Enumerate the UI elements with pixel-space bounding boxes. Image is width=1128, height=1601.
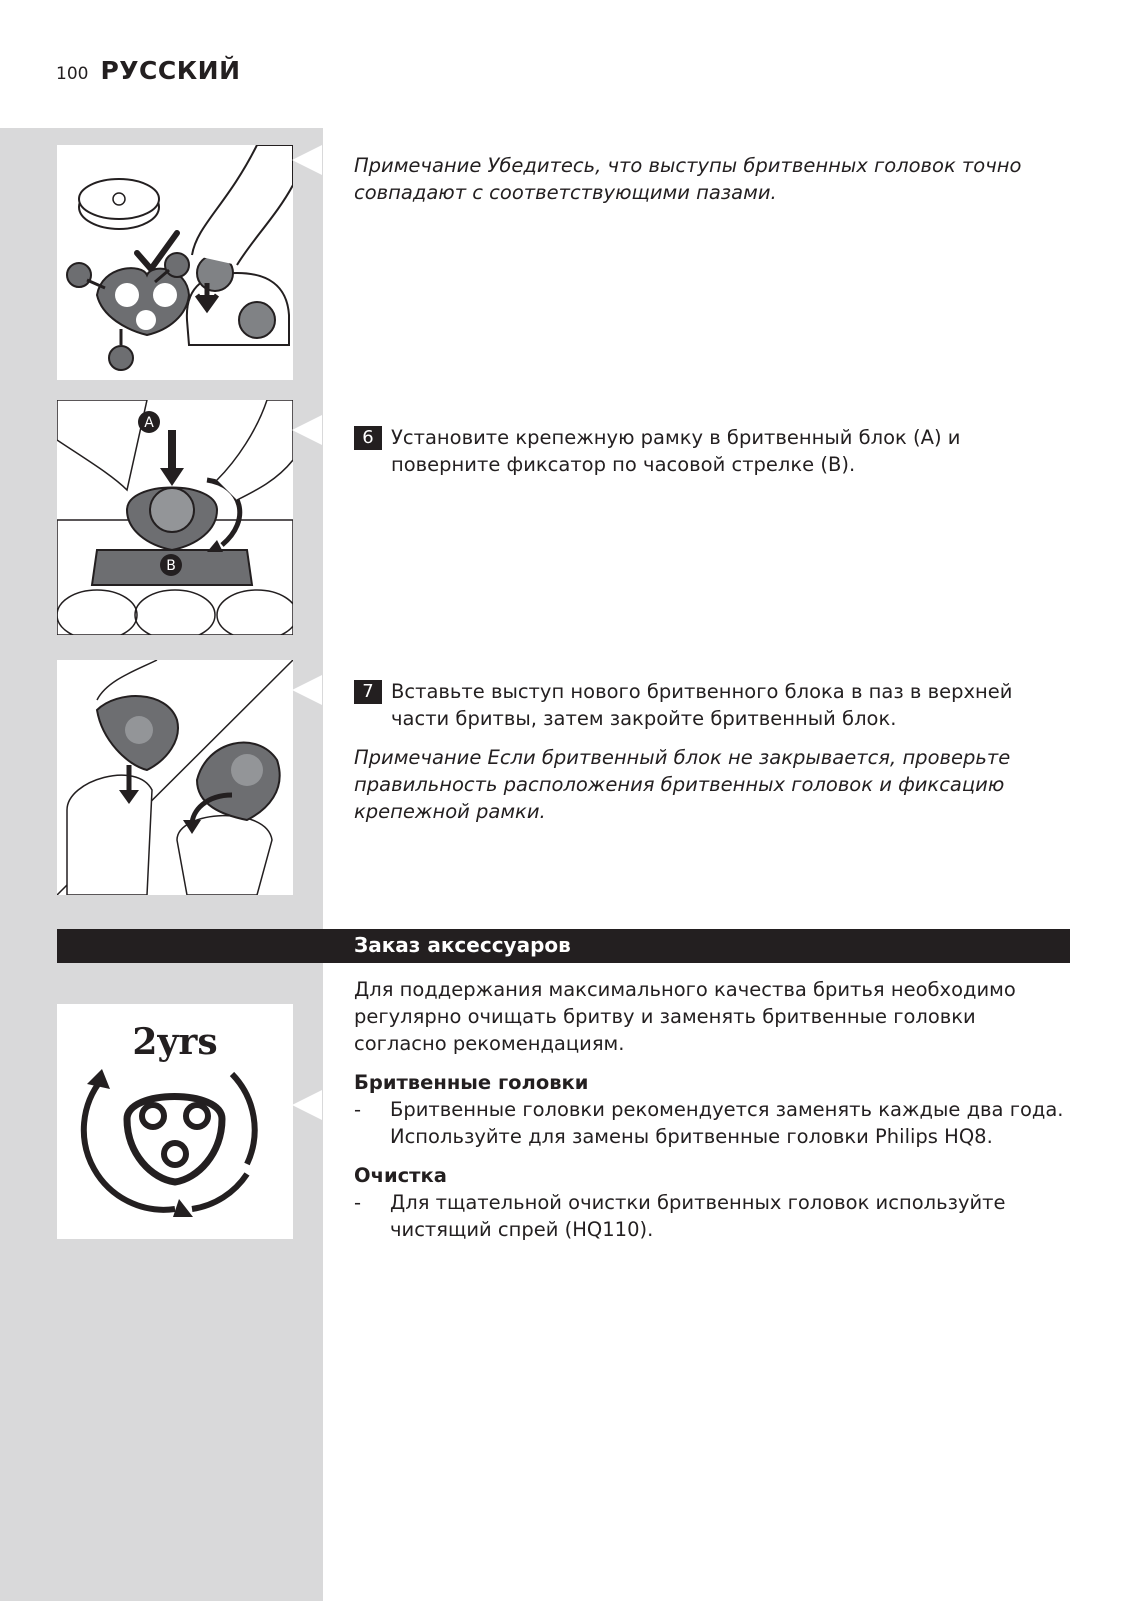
figure-pointer xyxy=(292,1090,322,1120)
figure-pointer xyxy=(292,415,322,445)
list-dash: - xyxy=(354,1191,362,1214)
figure-retaining-frame xyxy=(57,400,293,635)
section-title: Заказ аксессуаров xyxy=(354,933,571,957)
note-alignment: Примечание Убедитесь, что выступы бритвенных головок точно совпадают с соответствующими пазами. xyxy=(354,154,1022,204)
note-close-unit: Примечание Если бритвенный блок не закрывается, проверьте правильность расположения бритвенных головок и фиксацию крепежной рамки. xyxy=(354,746,1011,823)
step-text: Установите крепежную рамку в бритвенный блок (A) и поверните фиксатор по часовой стрелке (B). xyxy=(391,426,961,476)
list-dash: - xyxy=(354,1098,362,1121)
figure-shaving-heads-alignment xyxy=(57,145,293,380)
page-number: 100 xyxy=(56,64,89,84)
list-item xyxy=(354,1096,1074,1150)
figure-pointer xyxy=(292,675,322,705)
section-body xyxy=(354,976,1074,1243)
list-item-text: Для тщательной очистки бритвенных головок используйте чистящий спрей (HQ110). xyxy=(390,1191,1006,1241)
list-item-text: Бритвенные головки рекомендуется заменять каждые два года. Используйте для замены бритвенные головки Philips HQ8. xyxy=(390,1098,1064,1148)
list-item xyxy=(354,1189,1074,1243)
figure-label-a: A xyxy=(144,415,154,431)
two-years-label: 2yrs xyxy=(132,1021,218,1063)
figure-pointer xyxy=(292,145,322,175)
step-number: 7 xyxy=(354,680,382,704)
shaving-heads-alignment-illustration xyxy=(57,145,293,380)
step-text: Вставьте выступ нового бритвенного блока в паз в верхней части бритвы, затем закройте бритвенный блок. xyxy=(391,680,1013,730)
figure-close-shaving-unit xyxy=(57,660,293,895)
page-header xyxy=(56,56,241,96)
retaining-frame-illustration xyxy=(57,400,293,635)
step-6 xyxy=(354,424,1074,478)
subsection-title-shaving-heads: Бритвенные головки xyxy=(354,1071,589,1094)
language-heading: РУССКИЙ xyxy=(100,56,241,85)
section-intro: Для поддержания максимального качества бритья необходимо регулярно очищать бритву и заменять бритвенные головки согласно рекомендациям. xyxy=(354,978,1016,1055)
subsection-title-cleaning: Очистка xyxy=(354,1164,447,1187)
figure-replacement-cycle xyxy=(57,1004,293,1239)
close-shaving-unit-illustration xyxy=(57,660,293,895)
figure-label-b: B xyxy=(166,558,176,574)
step-7 xyxy=(354,678,1074,825)
two-years-cycle-icon xyxy=(57,1004,293,1239)
step-number: 6 xyxy=(354,426,382,450)
section-header-bar xyxy=(57,929,1070,963)
